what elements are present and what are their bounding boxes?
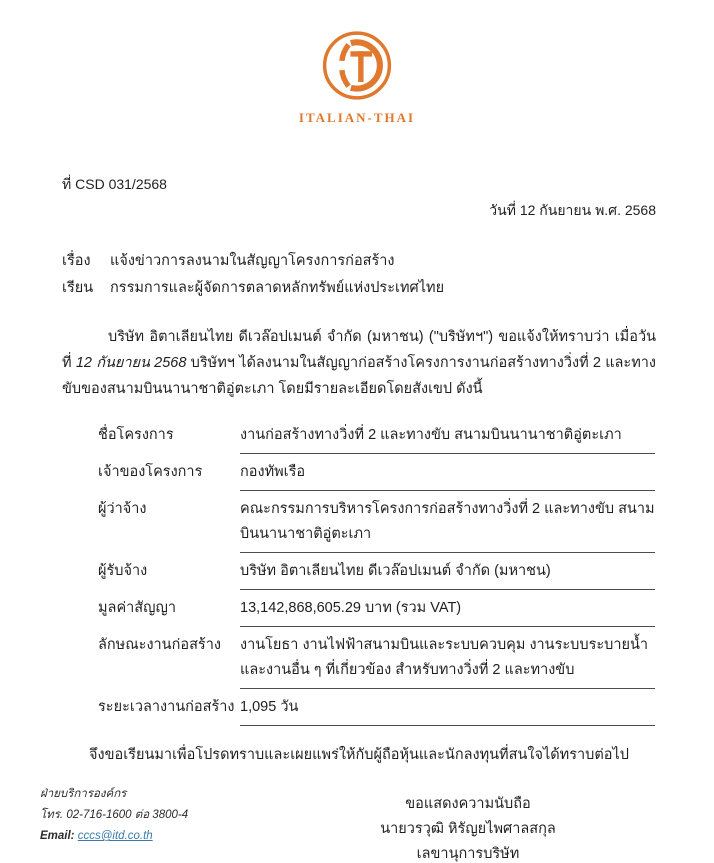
email-link[interactable]: cccs@itd.co.th — [77, 830, 153, 842]
reference-number: ที่ CSD 031/2568 — [62, 176, 167, 192]
body-paragraph — [62, 324, 656, 402]
company-logo — [0, 0, 714, 126]
email-label: Email: — [40, 830, 75, 842]
logo-caption: ITALIAN-THAI — [298, 110, 416, 125]
table-row — [98, 454, 655, 491]
table-row — [98, 590, 655, 627]
table-row — [98, 417, 655, 454]
closing-sentence: จึงขอเรียนมาเพื่อโปรดทราบและเผยแพร่ให้กับผู้ถือหุ้นและนักลงทุนที่สนใจได้ทราบต่อไป — [89, 746, 629, 763]
row-value: 1,095 วัน — [240, 689, 655, 726]
row-value: งานก่อสร้างทางวิ่งที่ 2 และทางขับ สนามบินนานาชาติอู่ตะเภา — [240, 417, 655, 454]
footer-phone: โทร. 02-716-1600 ต่อ 3800-4 — [40, 809, 189, 821]
row-value: บริษัท อิตาเลียนไทย ดีเวล๊อปเมนต์ จำกัด (มหาชน) — [240, 553, 655, 590]
table-row — [98, 553, 655, 590]
footer-department: ฝ่ายบริการองค์กร — [40, 788, 127, 800]
signature-block — [318, 792, 618, 863]
signatory-title: เลขานุการบริษัท — [416, 845, 520, 862]
row-value: คณะกรรมการบริหารโครงการก่อสร้างทางวิ่งที่ 2 และทางขับ สนามบินนานาชาติอู่ตะเภา — [240, 491, 655, 553]
row-label: ลักษณะงานก่อสร้าง — [98, 636, 221, 653]
recipient-text: กรรมการและผู้จัดการตลาดหลักทรัพย์แห่งประเทศไทย — [110, 280, 445, 296]
footer-contact — [40, 784, 188, 847]
row-value: กองทัพเรือ — [240, 454, 655, 491]
subject-row — [62, 248, 656, 275]
body-date-italic: 12 กันยายน 2568 — [75, 355, 187, 371]
row-label: ผู้รับจ้าง — [98, 562, 148, 579]
recipient-row — [62, 275, 656, 302]
table-row — [98, 627, 655, 689]
recipient-label: เรียน — [62, 280, 94, 296]
row-label: ชื่อโครงการ — [98, 426, 174, 443]
itd-logo-icon — [318, 92, 396, 108]
footer-email-row — [40, 826, 188, 847]
subject-text: แจ้งข่าวการลงนามในสัญญาโครงการก่อสร้าง — [110, 253, 395, 269]
meta-block — [62, 248, 656, 302]
signatory-name: นายวรวุฒิ หิรัญยไพศาลสกุล — [380, 820, 556, 837]
table-row — [98, 491, 655, 553]
subject-label: เรื่อง — [62, 253, 91, 269]
letter-date: วันที่ 12 กันยายน พ.ศ. 2568 — [489, 202, 656, 218]
row-label: มูลค่าสัญญา — [98, 599, 176, 616]
row-value: 13,142,868,605.29 บาท (รวม VAT) — [240, 590, 655, 627]
table-row — [98, 689, 655, 726]
signature-salutation: ขอแสดงความนับถือ — [405, 795, 531, 812]
row-value: งานโยธา งานไฟฟ้าสนามบินและระบบควบคุม งานระบบระบายน้ำ และงานอื่น ๆ ที่เกี่ยวข้อง สำหรับทางวิ่งที่ 2 และทางขับ — [240, 627, 655, 689]
row-label: เจ้าของโครงการ — [98, 463, 203, 480]
contract-details-table — [98, 417, 655, 726]
body-text-2: บริษัทฯ ได้ลงนามในสัญญาก่อสร้างโครงการงานก่อสร้างทางวิ่งที่ 2 และทางขับของสนามบินนานาชาติอู่ตะเภา โดยมีรายละเอียดโดยสังเขป ดังนี้ — [62, 355, 656, 397]
body-text-1: บริษัท อิตาเลียนไทย ดีเวล๊อปเมนต์ จำกัด (มหาชน) ("บริษัทฯ") ขอแจ้งให้ทราบว่า เมื่อวันที่ — [62, 329, 656, 371]
row-label: ผู้ว่าจ้าง — [98, 500, 147, 517]
row-label: ระยะเวลางานก่อสร้าง — [98, 698, 235, 715]
letter-content — [0, 174, 714, 863]
